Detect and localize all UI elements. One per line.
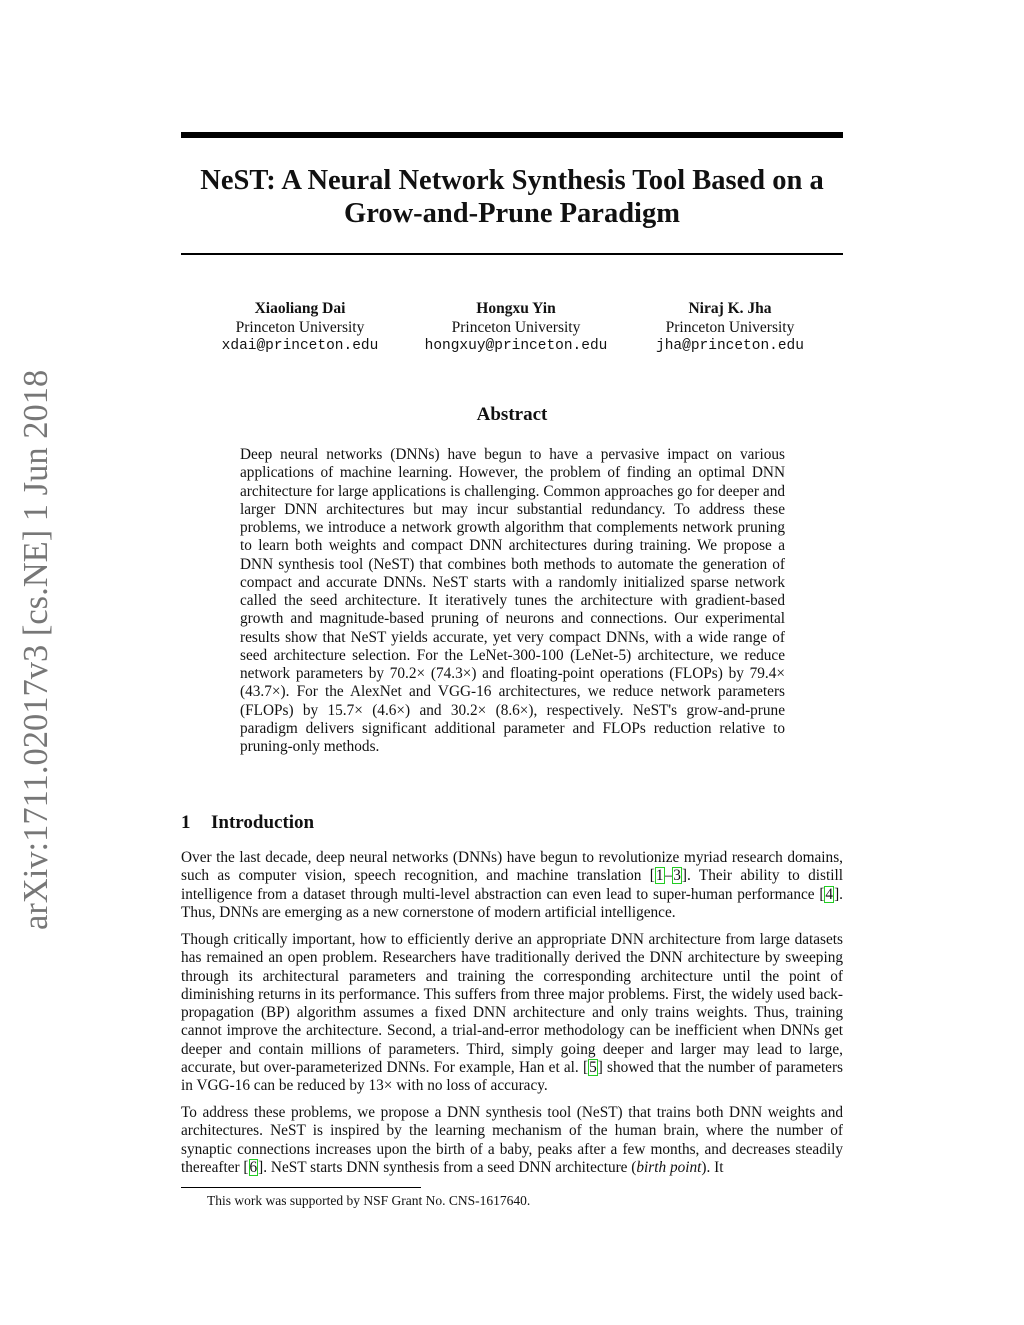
- paragraph-text: ). It: [701, 1158, 724, 1176]
- author-email: xdai@princeton.edu: [221, 338, 379, 354]
- author-name: Hongxu Yin: [476, 300, 556, 317]
- footnote-rule: [181, 1187, 421, 1188]
- author-email: hongxuy@princeton.edu: [424, 338, 608, 354]
- author-block-2: [416, 299, 616, 356]
- paragraph-text: To address these problems, we propose a DNN synthesis tool (NeST) that trains both DNN weights and architectures. NeST is inspired by the learning mechanism of the human brain, where the number of synaptic connections increases upon the birth of a baby, peaks after a few months, and decreases steadily thereafter [: [181, 1104, 843, 1176]
- paragraph-text: –: [664, 867, 673, 885]
- author-name: Xiaoliang Dai: [254, 300, 346, 317]
- intro-paragraph-3: [181, 1104, 843, 1177]
- abstract-text: Deep neural networks (DNNs) have begun to have a pervasive impact on various applications of machine learning. However, the problem of finding an optimal DNN architecture for large applications is challenging. Common approaches go for deeper and larger DNN architectures but may incur substantial redundancy. To address these problems, we introduce a network growth algorithm that complements network pruning to learn both weights and compact DNN architectures during training. We propose a DNN synthesis tool (NeST) that combines both methods to automate the generation of compact and accurate DNNs. NeST starts with a randomly initialized sparse network called the seed architecture. It iteratively tunes the architecture with gradient-based growth and magnitude-based pruning of neurons and connections. Our experimental results show that NeST yields accurate, yet very compact DNNs, with a wide range of seed architecture selection. For the LeNet-300-100 (LeNet-5) architecture, we reduce network parameters by 70.2× (74.3×) and floating-point operations (FLOPs) by 79.4× (43.7×). For the AlexNet and VGG-16 architectures, we reduce network parameters (FLOPs) by 15.7× (4.6×) and 30.2× (8.6×), respectively. NeST's grow-and-prune paradigm delivers significant additional parameter and FLOPs reduction relative to pruning-only methods.: [240, 446, 785, 755]
- citation-link[interactable]: 4: [825, 885, 834, 903]
- footnote: This work was supported by NSF Grant No. CNS-1617640.: [207, 1193, 531, 1208]
- author-affiliation: Princeton University: [235, 319, 365, 336]
- citation-link[interactable]: 3: [673, 867, 681, 885]
- author-block-3: [630, 299, 830, 356]
- intro-paragraph-2: [181, 931, 843, 1095]
- paragraph-text: ]. NeST starts DNN synthesis from a seed DNN architecture (: [258, 1158, 637, 1176]
- abstract-heading: Abstract: [476, 404, 548, 425]
- citation-link[interactable]: 6: [249, 1158, 258, 1176]
- section-title: Introduction: [211, 812, 315, 833]
- arxiv-identifier: arXiv:1711.02017v3 [cs.NE] 1 Jun 2018: [17, 369, 55, 930]
- citation-link[interactable]: 5: [589, 1058, 597, 1076]
- intro-paragraph-1: [181, 849, 843, 922]
- paragraph-text: ]. Their ability to distill intelligence from a dataset through multi-level abstraction can even lead to super-human performance [: [181, 867, 843, 903]
- author-affiliation: Princeton University: [451, 319, 581, 336]
- citation-link[interactable]: 1: [655, 867, 664, 885]
- author-block-1: [200, 299, 400, 356]
- paragraph-text: Though critically important, how to efficiently derive an appropriate DNN architecture from large datasets has remained an open problem. Researchers have traditionally derived the DNN architecture by sweeping through its architectural parameters and training the corresponding architecture until the point of diminishing returns in its performance. This suffers from three major problems. First, the widely used back-propagation (BP) algorithm assumes a fixed DNN architecture and only trains weights. Thus, training cannot improve the architecture. Second, a trial-and-error methodology can be inefficient when DNNs get deeper and contain millions of parameters. Third, simply going deeper and larger may lead to large, accurate, but over-parameterized DNNs. For example, Han et al. [: [181, 931, 843, 1076]
- title-top-rule: [181, 132, 843, 138]
- paragraph-text: ] showed that the number of parameters in VGG-16 can be reduced by 13× with no loss of accuracy.: [181, 1058, 844, 1094]
- paper-title: NeST: A Neural Network Synthesis Tool Based on a Grow-and-Prune Paradigm: [200, 165, 824, 229]
- section-heading: [181, 811, 843, 835]
- title-bottom-rule: [181, 253, 843, 255]
- paragraph-text: ]. Thus, DNNs are emerging as a new cornerstone of modern artificial intelligence.: [181, 885, 843, 921]
- emphasis-text: birth point: [636, 1158, 702, 1176]
- section-number: 1: [181, 812, 191, 833]
- paragraph-text: Over the last decade, deep neural networks (DNNs) have begun to revolutionize myriad research domains, such as computer vision, speech recognition, and machine translation [: [181, 849, 843, 885]
- author-affiliation: Princeton University: [665, 319, 795, 336]
- author-email: jha@princeton.edu: [656, 338, 804, 354]
- author-name: Niraj K. Jha: [688, 300, 772, 317]
